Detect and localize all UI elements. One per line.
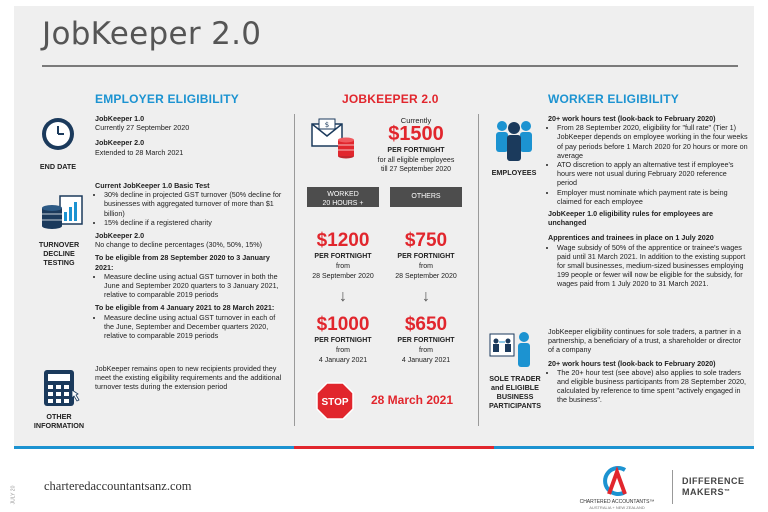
period1-title: To be eligible from 28 September 2020 to 3 January 2021: — [95, 253, 270, 272]
tier1-amount-jan: $1000 — [316, 314, 370, 335]
tier1-from-2: from — [336, 347, 350, 354]
footer-code: JULY 20 — [10, 485, 17, 505]
column-divider-right — [478, 114, 479, 426]
coins-chart-icon — [40, 192, 84, 237]
tier2-amount-jan: $650 — [404, 314, 448, 335]
jk2-text: Extended to 28 March 2021 — [95, 147, 184, 157]
hours-bullet-1: • From 28 September 2020, eligibility for "full rate" (Tier 1) JobKeeper depends on employee working in the four weeks of pay periods before 1 March 2020 for 20 hours or more on average — [557, 123, 748, 160]
tier2-date-2: 4 January 2021 — [401, 357, 451, 364]
jk1-text: Currently 27 September 2020 — [95, 123, 190, 133]
sole-trader-description: JobKeeper eligibility continues for sole traders, a partner in a partnership, a beneficiary of a trust, a shareholder or director of a company — [548, 327, 741, 355]
other-information-label: OTHER INFORMATION — [33, 412, 85, 430]
current-subtext: for all eligible employees till 27 September 2020 — [377, 157, 455, 173]
tier2-from-2: from — [419, 347, 433, 354]
current-per-fortnight: PER FORTNIGHT — [387, 147, 445, 154]
clock-icon — [40, 116, 76, 157]
rules-unchanged: JobKeeper 1.0 eligibility rules for employees are unchanged — [548, 209, 713, 228]
turnover-test-text — [95, 181, 287, 340]
end-date-text — [95, 114, 275, 157]
period1-bullet: • Measure decline using actual GST turnover in both the June and September 2020 quarters to 3 January 2021, relative to comparable 2019 periods — [104, 272, 287, 300]
other-information-text: JobKeeper remains open to new recipients provided they meet the existing eligibility requirements and the additional turnover tests during the extension period — [95, 364, 282, 392]
money-envelope-icon — [310, 118, 356, 165]
sole-trader-text — [548, 327, 748, 405]
tier2-amount-sept: $750 — [404, 230, 448, 251]
tier2-date-1: 28 September 2020 — [395, 273, 457, 280]
hours-bullet-3: • Employer must nominate which payment rate is being claimed for each employee — [557, 188, 748, 206]
period2-title: To be eligible from 4 January 2021 to 28 March 2021: — [95, 303, 275, 313]
jobkeeper-heading: JOBKEEPER 2.0 — [342, 92, 439, 106]
hours-bullet-2: • ATO discretion to apply an alternative test if employee's hours were not usual during February 2020 reference period — [557, 160, 748, 188]
page-title: JobKeeper 2.0 — [42, 16, 262, 52]
worker-eligibility-heading: WORKER ELIGIBILITY — [548, 92, 679, 106]
difference-makers-logo: DIFFERENCE MAKERS™ — [682, 476, 745, 497]
sole-hours-bullet: • The 20+ hour test (see above) also applies to sole traders and eligible business participants from 28 September 2020, calculated by reference to time spent "actively engaged in the business". — [557, 368, 748, 405]
tier1-per-fortnight-2: PER FORTNIGHT — [314, 337, 372, 344]
hours-test-title: 20+ work hours test (look-back to February 2020) — [548, 114, 716, 123]
column-divider-left — [294, 114, 295, 426]
apprentice-bullet: • Wage subsidy of 50% of the apprentice or trainee's wages paid until 31 March 2021. In addition to the existing support for small businesses, medium-sized businesses employing 199 people or fewer will now be eligible for the subsidy, for wages paid from 1 July 2020 to 31 March 2021. — [557, 243, 748, 289]
tier2-per-fortnight-1: PER FORTNIGHT — [397, 253, 455, 260]
worked-20-hours-pill: WORKED 20 HOURS + — [307, 187, 379, 207]
tier1-per-fortnight-1: PER FORTNIGHT — [314, 253, 372, 260]
sole-hours-title: 20+ work hours test (look-back to February 2020) — [548, 358, 716, 368]
tier1-date-2: 4 January 2021 — [318, 357, 368, 364]
end-date-amount: 28 March 2021 — [370, 393, 454, 407]
tier1-date-1: 28 September 2020 — [312, 273, 374, 280]
employer-eligibility-heading: EMPLOYER ELIGIBILITY — [95, 92, 240, 106]
sole-trader-icon — [488, 330, 540, 375]
period2-bullet: • Measure decline using actual GST turnover in each of the June, September and December quarters 2020, relative to comparable 2019 periods — [104, 313, 287, 341]
footer-logo-divider — [672, 470, 673, 504]
jk2-title: JobKeeper 2.0 — [95, 138, 145, 148]
end-date-label: END DATE — [39, 162, 77, 171]
ca-logo — [597, 464, 637, 503]
basic-test-title: Current JobKeeper 1.0 Basic Test — [95, 181, 210, 190]
stop-sign-text: STOP — [321, 397, 349, 408]
tier1-from-1: from — [336, 263, 350, 270]
jk2-turnover-text: No change to decline percentages (30%, 50%, 15%) — [95, 240, 263, 250]
tier2-per-fortnight-2: PER FORTNIGHT — [397, 337, 455, 344]
footer-website-link[interactable]: charteredaccountantsanz.com — [44, 479, 192, 493]
tier1-amount-sept: $1200 — [316, 230, 370, 251]
worker-hours-text — [548, 114, 748, 289]
title-divider — [42, 65, 738, 67]
apprentice-title: Apprentices and trainees in place on 1 July 2020 — [548, 233, 714, 243]
jk2-turnover-title: JobKeeper 2.0 — [95, 231, 145, 241]
employees-label: EMPLOYEES — [491, 168, 537, 177]
down-arrow-icon: ↓ — [339, 288, 347, 305]
calculator-icon — [42, 368, 82, 413]
currently-label: Currently — [400, 116, 432, 125]
employees-icon — [492, 118, 536, 169]
turnover-label: TURNOVER DECLINE TESTING — [38, 240, 80, 267]
basic-test-bullet-2: • 15% decline if a registered charity — [104, 218, 287, 227]
stop-sign-icon — [316, 382, 354, 425]
jk1-title: JobKeeper 1.0 — [95, 114, 145, 123]
footer-color-bar — [14, 446, 754, 449]
basic-test-bullet-1: • 30% decline in projected GST turnover (50% decline for businesses with aggregated turnover of more than $1 billion) — [104, 190, 287, 218]
ca-logo-text: CHARTERED ACCOUNTANTS™ AUSTRALIA + NEW ZEALAND — [579, 499, 655, 510]
current-amount: $1500 — [388, 123, 444, 145]
sole-trader-label: SOLE TRADER and ELIGIBLE BUSINESS PARTICIPANTS — [488, 374, 542, 410]
tier2-from-1: from — [419, 263, 433, 270]
others-pill: OTHERS — [390, 187, 462, 207]
svg-text:$: $ — [324, 121, 330, 129]
down-arrow-icon: ↓ — [422, 288, 430, 305]
